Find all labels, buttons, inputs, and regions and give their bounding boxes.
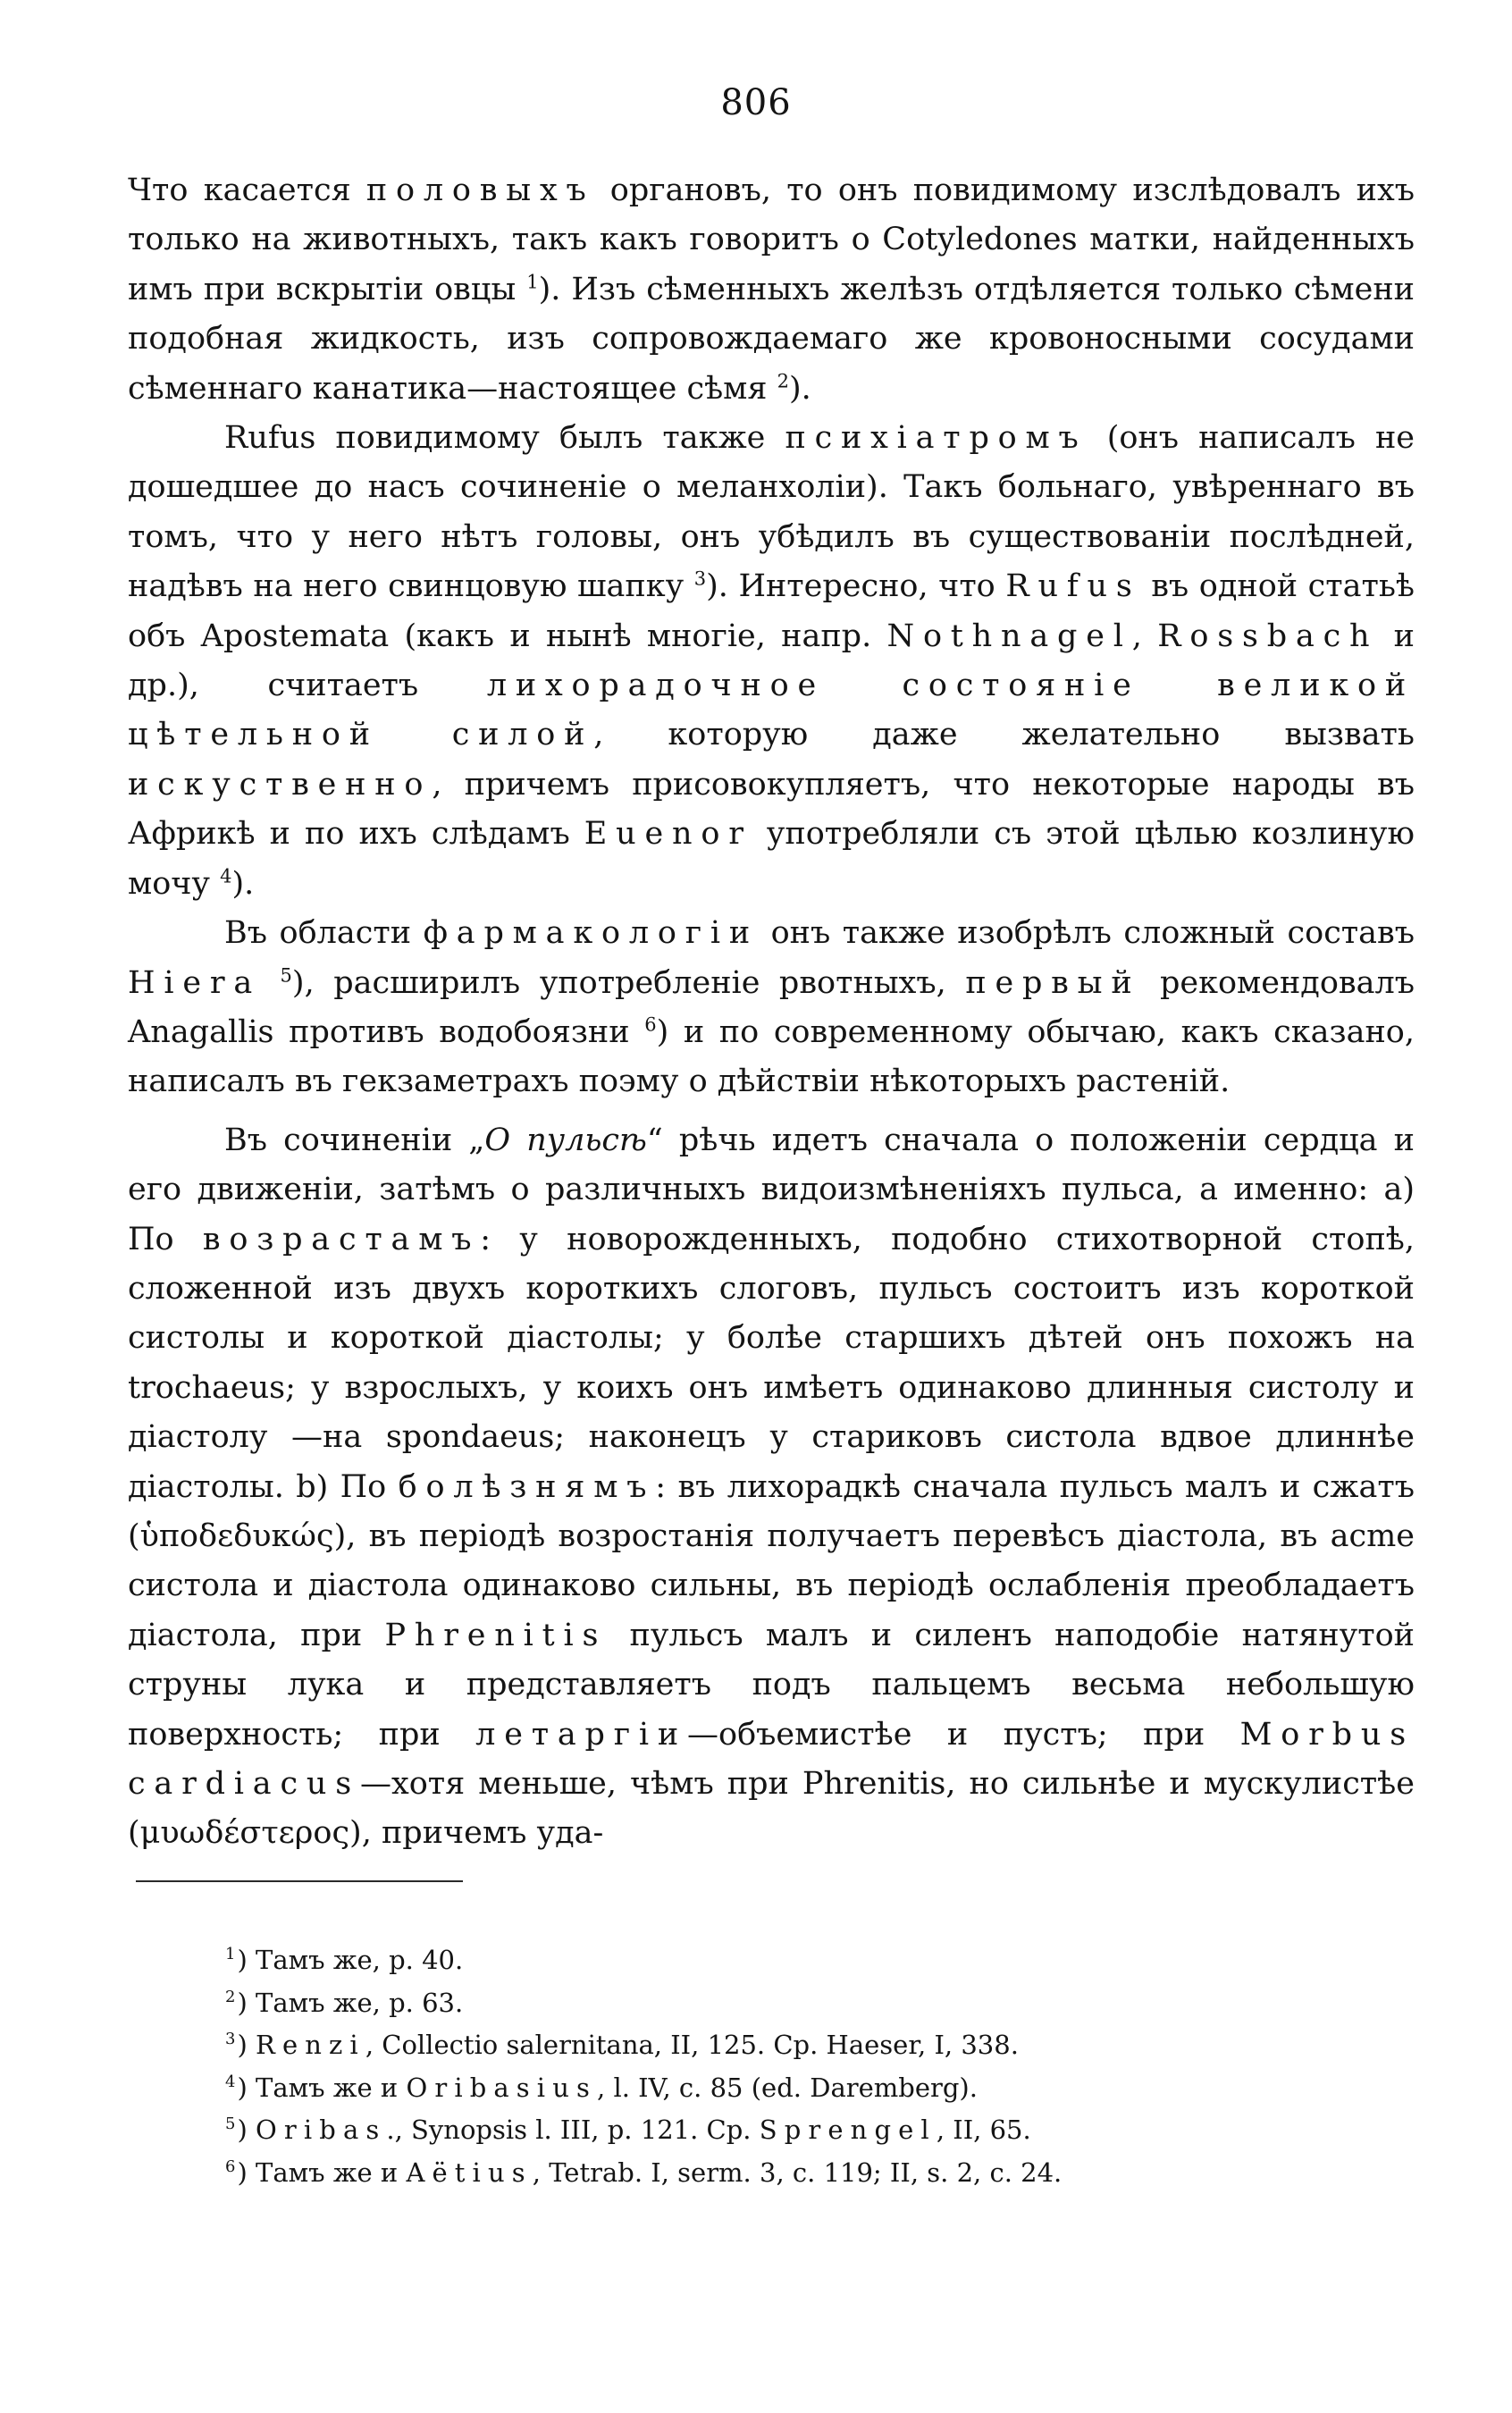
- footnote-reference: 1: [526, 271, 539, 293]
- text-run: употребляли съ этой цѣлью козлиную мочу: [128, 816, 1415, 902]
- emphasized-text: Morbus cardiacus: [128, 1716, 1415, 1802]
- emphasized-text: Oribasius: [406, 2072, 598, 2103]
- footnote: [225, 1939, 1298, 1982]
- text-run: : въ лихорадкѣ сначала пульсъ малъ и сжатъ (ὑποδεδυκώς), въ періодѣ возростанія получаетъ перевѣсъ діастола, въ acme систола и діастола одинаково сильны, въ періодѣ ослабленія преобладаетъ діастола, при: [128, 1468, 1415, 1653]
- emphasized-text: Rufus: [1005, 568, 1141, 605]
- text-run: Въ области: [224, 915, 424, 952]
- text-run: : у новорожденныхъ, подобно стихотворной стопѣ, сложенной изъ двухъ короткихъ слоговъ, пульсъ состоитъ изъ короткой систолы и короткой діастолы; у болѣе старшихъ дѣтей онъ похожъ на trochaeus; у взрослыхъ, у коихъ онъ имѣетъ одинаково длинныя систолу и діастолу —на spondaeus; наконецъ у стариковъ систола вдвое длиннѣе діастолы. b) По: [128, 1221, 1415, 1505]
- text-run: , II, 65.: [936, 2115, 1031, 2145]
- text-run: и др.), считаетъ: [128, 618, 1415, 704]
- text-run: [261, 965, 281, 1001]
- text-run: ).: [788, 370, 811, 407]
- text-run: , l. IV, c. 85 (ed. Daremberg).: [597, 2072, 978, 2103]
- footnote-number: 1: [225, 1945, 236, 1964]
- text-run: ), расширилъ употребленіе рвотныхъ,: [291, 964, 966, 1001]
- text-run: ,: [1131, 618, 1158, 654]
- text-run: ).: [231, 865, 255, 902]
- emphasized-text: лихорадочное состояніе великой цѣтельной силой: [128, 668, 1415, 753]
- emphasized-text: возрастамъ: [202, 1221, 481, 1257]
- text-run: , которую даже желательно вызвать: [593, 717, 1415, 753]
- footnote-reference: 6: [644, 1013, 657, 1036]
- footnotes: [225, 1939, 1298, 2194]
- footnote-reference: 4: [220, 865, 232, 887]
- emphasized-text: болѣзнямъ: [398, 1468, 656, 1505]
- text-run: “ рѣчь идетъ сначала о положеніи сердца и его движеніи, затѣмъ о различныхъ видоизмѣненіяхъ пульса, а именно: a) По: [128, 1122, 1415, 1257]
- text-run: (онъ написалъ не дошедшее до насъ сочиненіе о меланхоліи). Такъ больнаго, увѣреннаго въ томъ, что у него нѣтъ головы, онъ убѣдилъ въ существованіи послѣдней, надѣвъ на него свинцовую шапку: [128, 420, 1415, 605]
- emphasized-text: Renzi: [255, 2030, 365, 2060]
- text-run: ) Тамъ же, p. 63.: [237, 1987, 464, 2018]
- footnote-number: 6: [225, 2157, 236, 2176]
- emphasized-text: искуственно: [128, 766, 433, 803]
- emphasized-text: психіатромъ: [785, 420, 1088, 457]
- footnote-number: 3: [225, 2030, 236, 2049]
- text-run: ): [237, 2115, 256, 2145]
- text-run: пульсъ малъ и силенъ наподобіе натянутой струны лука и представляетъ подъ пальцемъ весьма небольшую поверхность; при: [128, 1617, 1415, 1753]
- page-number: 806: [720, 82, 792, 123]
- text-run: органовъ, то онъ повидимому изслѣдовалъ ихъ только на животныхъ, такъ какъ говоритъ о Cotyledones матки, найденныхъ имъ при вскрытіи овцы: [128, 172, 1415, 307]
- text-run: ). Интересно, что: [706, 568, 1006, 605]
- italic-title: О пульсѣ: [484, 1122, 647, 1158]
- text-run: ., Synopsis l. III, p. 121. Cp.: [386, 2115, 760, 2145]
- text-run: рекомендовалъ Anagallis противъ водобоязни: [128, 964, 1415, 1050]
- paragraph: [128, 166, 1415, 414]
- emphasized-text: Sprengel: [759, 2115, 937, 2145]
- text-run: въ одной статьѣ объ Apostemata (какъ и нынѣ многіе, напр.: [128, 568, 1415, 654]
- emphasized-text: Rossbach: [1157, 618, 1379, 654]
- emphasized-text: первый: [965, 964, 1141, 1001]
- text-run: —хотя меньше, чѣмъ при Phrenitis, но сильнѣе и мускулистѣе (μυωδέστερος), причемъ уда-: [128, 1766, 1415, 1852]
- emphasized-text: Euenor: [584, 816, 752, 853]
- footnote-reference: 5: [280, 963, 292, 986]
- text-run: —объемистѣе и пустъ; при: [687, 1716, 1240, 1753]
- emphasized-text: фармакологіи: [423, 915, 760, 952]
- footnote-number: 2: [225, 1987, 236, 2006]
- text-run: Rufus повидимому былъ также: [224, 420, 785, 457]
- body-text: [128, 166, 1415, 1859]
- emphasized-text: Oribas: [255, 2115, 387, 2145]
- paragraph: [128, 1116, 1415, 1859]
- paragraph: [128, 909, 1415, 1107]
- text-run: ) Тамъ же, p. 40.: [237, 1945, 464, 1975]
- text-run: Въ сочиненіи „: [224, 1122, 485, 1158]
- emphasized-text: половыхъ: [365, 172, 595, 208]
- text-run: , причемъ присовокупляетъ, что некоторые народы въ Африкѣ и по ихъ слѣдамъ: [128, 766, 1415, 853]
- text-run: ) и по современному обычаю, какъ сказано, написалъ въ гекзаметрахъ поэму о дѣйствіи нѣкоторыхъ растеній.: [128, 1013, 1415, 1100]
- emphasized-text: Nothnagel: [886, 618, 1132, 654]
- emphasized-text: Phrenitis: [384, 1617, 608, 1653]
- text-run: ) Тамъ же и: [237, 2072, 407, 2103]
- footnote: [225, 2024, 1298, 2067]
- footnote: [225, 1982, 1298, 2025]
- footnote: [225, 2067, 1298, 2110]
- text-run: , Collectio salernitana, II, 125. Cp. Haeser, I, 338.: [365, 2030, 1019, 2060]
- emphasized-text: летаргіи: [475, 1716, 687, 1753]
- footnote: [225, 2109, 1298, 2152]
- footnote: [225, 2152, 1298, 2195]
- footnote-divider: [136, 1880, 463, 1882]
- text-run: Что касается: [128, 172, 366, 208]
- text-run: ): [237, 2030, 256, 2060]
- text-run: ) Тамъ же и: [237, 2157, 407, 2188]
- footnote-number: 5: [225, 2115, 236, 2134]
- text-run: онъ также изобрѣлъ сложный составъ: [759, 915, 1415, 952]
- paragraph: [128, 414, 1415, 909]
- text-run: , Tetrab. I, serm. 3, c. 119; II, s. 2, c. 24.: [532, 2157, 1063, 2188]
- footnote-reference: 2: [777, 369, 789, 391]
- footnote-reference: 3: [693, 568, 707, 590]
- emphasized-text: Aëtius: [406, 2157, 533, 2188]
- text-run: ). Изъ сѣменныхъ желѣзъ отдѣляется только сѣмени подобная жидкость, изъ сопровождаемаго же кровоносными сосудами сѣменнаго канатика—настоящее сѣмя: [128, 271, 1415, 407]
- footnote-number: 4: [225, 2072, 236, 2091]
- emphasized-text: Hiera: [128, 964, 262, 1001]
